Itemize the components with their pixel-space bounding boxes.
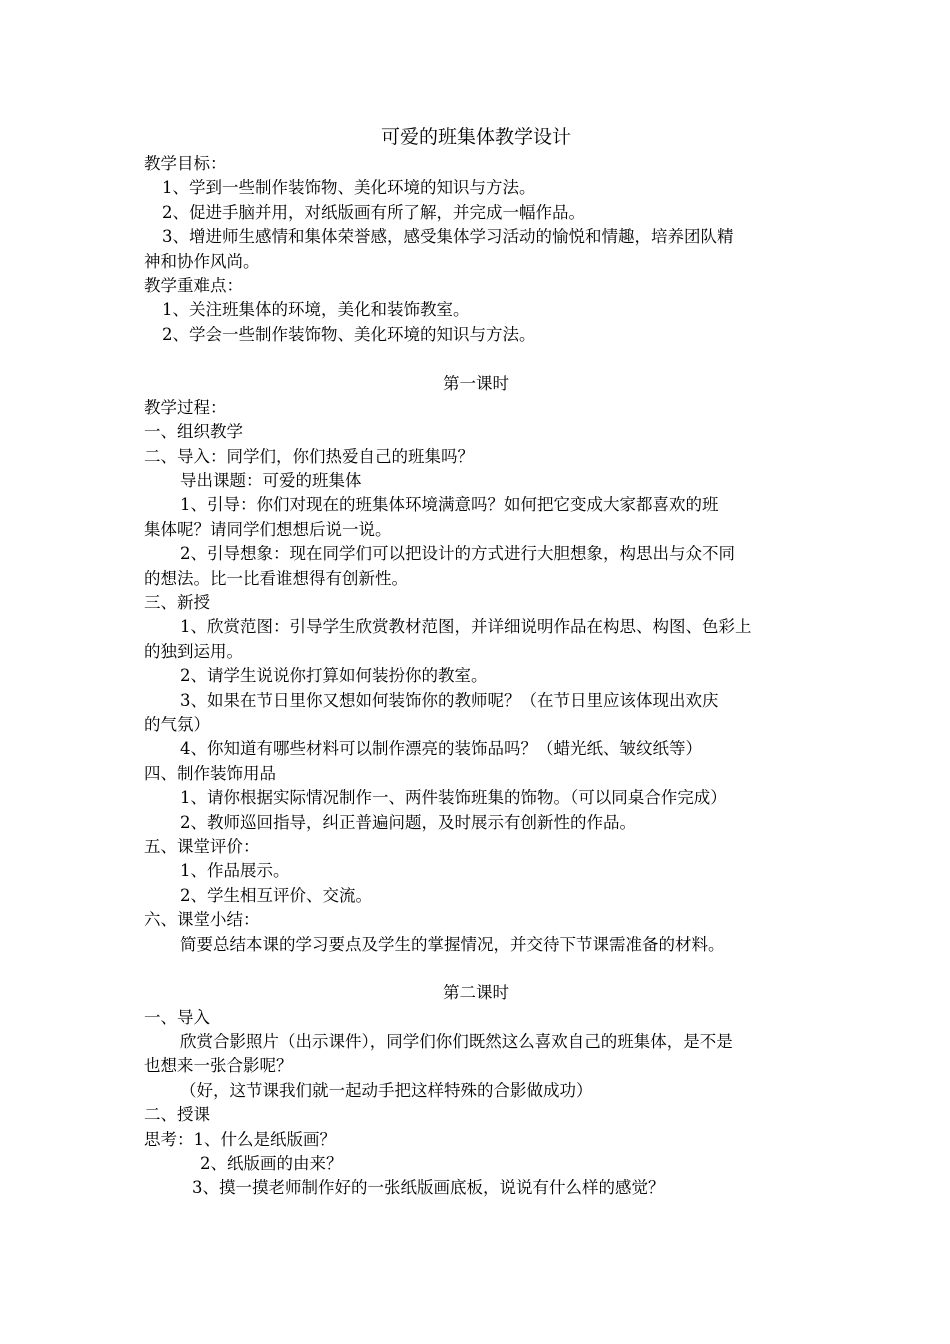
key-point-item-1: 1、关注班集体的环境，美化和装饰教室。 bbox=[162, 300, 470, 320]
lesson1-line: 1、欣赏范图：引导学生欣赏教材范图，并详细说明作品在构思、构图、色彩上 bbox=[180, 617, 752, 637]
lesson1-line: 1、请你根据实际情况制作一、两件装饰班集的饰物。（可以同桌合作完成） bbox=[180, 788, 727, 808]
objective-item-3: 3、增进师生感情和集体荣誉感，感受集体学习活动的愉悦和情趣，培养团队精 bbox=[162, 227, 734, 247]
key-points-heading: 教学重难点： bbox=[144, 275, 243, 295]
lesson2-line: 3、摸一摸老师制作好的一张纸版画底板，说说有什么样的感觉？ bbox=[192, 1178, 665, 1198]
lesson1-line: 简要总结本课的学习要点及学生的掌握情况，并交待下节课需准备的材料。 bbox=[180, 934, 725, 954]
lesson1-line: 集体呢？请同学们想想后说一说。 bbox=[144, 519, 392, 539]
lesson2-line: 也想来一张合影呢？ bbox=[144, 1056, 293, 1076]
lesson1-heading: 第一课时 bbox=[443, 373, 509, 393]
lesson1-line: 的想法。比一比看谁想得有创新性。 bbox=[144, 568, 408, 588]
lesson1-line: 2、请学生说说你打算如何装扮你的教室。 bbox=[180, 666, 488, 686]
lesson1-line: 五、课堂评价： bbox=[144, 836, 260, 856]
lesson1-line: 导出课题：可爱的班集体 bbox=[180, 471, 362, 491]
lesson1-line: 2、引导想象：现在同学们可以把设计的方式进行大胆想象，构思出与众不同 bbox=[180, 544, 735, 564]
lesson2-heading: 第二课时 bbox=[443, 983, 509, 1003]
spacer bbox=[144, 957, 808, 981]
lesson1-line: 六、课堂小结： bbox=[144, 910, 260, 930]
lesson2-line: （好，这节课我们就一起动手把这样特殊的合影做成功） bbox=[180, 1080, 593, 1100]
lesson1-line: 的气氛） bbox=[144, 714, 210, 734]
objective-item-2: 2、促进手脑并用，对纸版画有所了解，并完成一幅作品。 bbox=[162, 202, 585, 222]
lesson2-line: 2、纸版画的由来？ bbox=[200, 1154, 343, 1174]
lesson2-line: 欣赏合影照片（出示课件），同学们你们既然这么喜欢自己的班集体，是不是 bbox=[180, 1032, 733, 1052]
lesson1-line: 4、你知道有哪些材料可以制作漂亮的装饰品吗？（蜡光纸、皱纹纸等） bbox=[180, 739, 702, 759]
lesson1-line: 一、组织教学 bbox=[144, 422, 243, 442]
lesson1-line: 2、学生相互评价、交流。 bbox=[180, 885, 372, 905]
lesson2-line: 一、导入 bbox=[144, 1007, 210, 1027]
lesson1-line: 1、作品展示。 bbox=[180, 861, 290, 881]
spacer bbox=[144, 347, 808, 371]
objectives-heading: 教学目标： bbox=[144, 154, 227, 173]
lesson1-line: 2、教师巡回指导，纠正普遍问题，及时展示有创新性的作品。 bbox=[180, 812, 636, 832]
lesson1-line: 三、新授 bbox=[144, 593, 210, 613]
lesson1-line: 3、如果在节日里你又想如何装饰你的教师呢？（在节日里应该体现出欢庆 bbox=[180, 690, 719, 710]
key-point-item-2: 2、学会一些制作装饰物、美化环境的知识与方法。 bbox=[162, 324, 536, 344]
lesson1-line: 的独到运用。 bbox=[144, 641, 243, 661]
lesson2-line: 思考：1、什么是纸版画？ bbox=[144, 1129, 336, 1149]
lesson1-line: 二、导入：同学们，你们热爱自己的班集吗？ bbox=[144, 446, 474, 466]
document-page bbox=[144, 122, 808, 1201]
document-title: 可爱的班集体教学设计 bbox=[380, 126, 571, 148]
lesson1-process-heading: 教学过程： bbox=[144, 397, 227, 417]
objective-item-3-cont: 神和协作风尚。 bbox=[144, 251, 260, 271]
lesson1-line: 1、引导：你们对现在的班集体环境满意吗？如何把它变成大家都喜欢的班 bbox=[180, 495, 719, 515]
lesson1-line: 四、制作装饰用品 bbox=[144, 763, 276, 783]
lesson2-line: 二、授课 bbox=[144, 1105, 210, 1125]
objective-item-1: 1、学到一些制作装饰物、美化环境的知识与方法。 bbox=[162, 178, 536, 198]
